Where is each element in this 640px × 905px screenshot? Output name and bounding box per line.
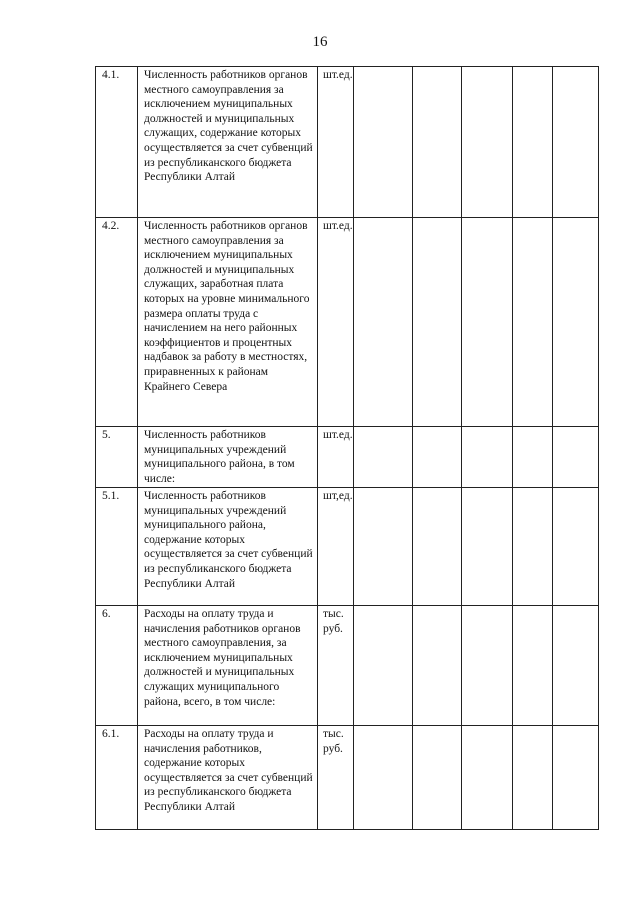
- table-row: [96, 218, 599, 427]
- row-number: 5.: [96, 427, 138, 488]
- value-cell: [413, 726, 462, 830]
- value-cell: [413, 606, 462, 726]
- table-row: [96, 606, 599, 726]
- indicators-table: [95, 66, 599, 830]
- value-cell: [553, 726, 599, 830]
- value-cell: [354, 67, 413, 218]
- value-cell: [513, 488, 553, 606]
- row-indicator-name: Расходы на оплату труда и начисления работников, содержание которых осуществляется за счет субвенций из республиканского бюджета Республики Алтай: [138, 726, 318, 830]
- value-cell: [462, 726, 513, 830]
- row-unit: тыс. руб.: [318, 726, 354, 830]
- page-number: 16: [312, 34, 328, 50]
- value-cell: [462, 427, 513, 488]
- row-unit: шт.ед.: [318, 218, 354, 427]
- value-cell: [413, 488, 462, 606]
- row-number: 6.: [96, 606, 138, 726]
- row-indicator-name: Численность работников муниципальных учреждений муниципального района, содержание которых осуществляется за счет субвенций из республиканского бюджета Республики Алтай: [138, 488, 318, 606]
- table-row: [96, 726, 599, 830]
- value-cell: [462, 488, 513, 606]
- row-number: 4.1.: [96, 67, 138, 218]
- value-cell: [553, 606, 599, 726]
- value-cell: [513, 606, 553, 726]
- value-cell: [354, 606, 413, 726]
- value-cell: [462, 218, 513, 427]
- row-indicator-name: Численность работников органов местного самоуправления за исключением муниципальных должностей и муниципальных служащих, заработная плата которых на уровне минимального размера оплаты труда с начислением на него районных коэффициентов и процентных надбавок за работу в местностях, приравненных к районам Крайнего Севера: [138, 218, 318, 427]
- row-indicator-name: Численность работников муниципальных учреждений муниципального района, в том числе:: [138, 427, 318, 488]
- value-cell: [553, 67, 599, 218]
- table-row: [96, 488, 599, 606]
- value-cell: [413, 218, 462, 427]
- value-cell: [354, 218, 413, 427]
- row-number: 5.1.: [96, 488, 138, 606]
- value-cell: [513, 67, 553, 218]
- table-row: [96, 427, 599, 488]
- value-cell: [553, 488, 599, 606]
- row-number: 4.2.: [96, 218, 138, 427]
- value-cell: [553, 218, 599, 427]
- value-cell: [513, 218, 553, 427]
- table-row: [96, 67, 599, 218]
- value-cell: [462, 67, 513, 218]
- value-cell: [553, 427, 599, 488]
- value-cell: [513, 726, 553, 830]
- row-unit: шт.ед.: [318, 427, 354, 488]
- value-cell: [413, 427, 462, 488]
- value-cell: [462, 606, 513, 726]
- value-cell: [354, 726, 413, 830]
- row-indicator-name: Расходы на оплату труда и начисления работников органов местного самоуправления, за исключением муниципальных должностей и муниципальных служащих муниципального района, всего, в том числе:: [138, 606, 318, 726]
- value-cell: [513, 427, 553, 488]
- row-indicator-name: Численность работников органов местного самоуправления за исключением муниципальных должностей и муниципальных служащих, содержание которых осуществляется за счет субвенций из республиканского бюджета Республики Алтай: [138, 67, 318, 218]
- value-cell: [354, 427, 413, 488]
- row-unit: шт.ед.: [318, 67, 354, 218]
- row-number: 6.1.: [96, 726, 138, 830]
- value-cell: [413, 67, 462, 218]
- row-unit: тыс. руб.: [318, 606, 354, 726]
- value-cell: [354, 488, 413, 606]
- row-unit: шт,ед.: [318, 488, 354, 606]
